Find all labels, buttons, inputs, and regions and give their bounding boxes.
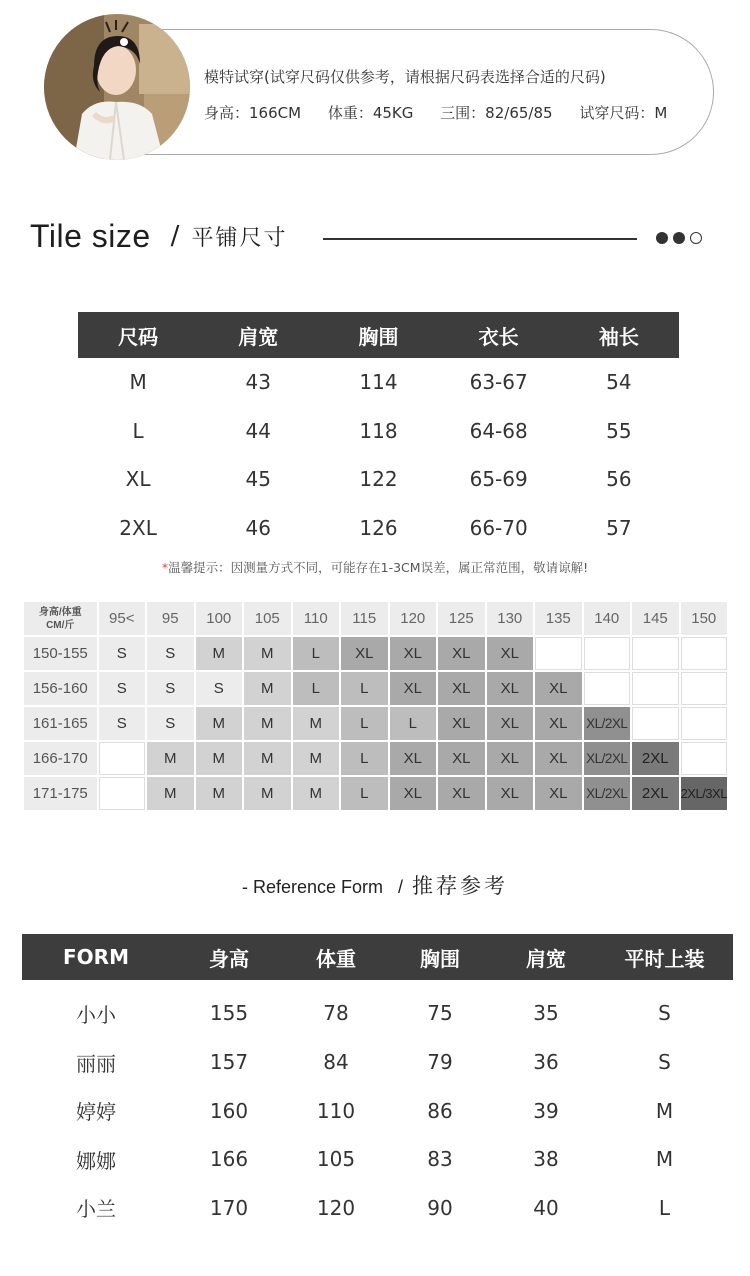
table-cell: 57 <box>606 515 632 540</box>
size-header-cell: 衣长 <box>439 312 559 358</box>
dot-filled <box>673 232 685 244</box>
fit-grid-cell: XL/2XL <box>584 742 631 775</box>
reference-header-cell: 体重 <box>288 934 384 980</box>
reference-header-cell: FORM <box>22 934 170 980</box>
model-avatar <box>44 14 190 160</box>
fit-grid-cell: XL <box>535 672 582 705</box>
fit-grid-cell: XL <box>487 707 534 740</box>
fit-grid-empty-cell <box>99 742 146 775</box>
table-cell: 170 <box>209 1195 249 1220</box>
table-cell: 55 <box>606 418 632 443</box>
model-info-pill <box>144 29 714 155</box>
weight-header-cell: 115 <box>341 602 388 635</box>
fit-grid-cell: L <box>341 672 388 705</box>
table-cell: 43 <box>245 370 271 395</box>
fit-grid-cell: S <box>147 672 194 705</box>
fit-grid-cell: XL <box>341 637 388 670</box>
fit-grid-cell: S <box>196 672 243 705</box>
table-cell: 78 <box>323 1001 349 1025</box>
reference-title-cn: 推荐参考 <box>412 874 509 898</box>
height-label-cell: 171-175 <box>24 777 97 810</box>
table-cell: 丽丽 <box>76 1051 116 1076</box>
table-row <box>78 407 679 456</box>
fit-grid-header-row <box>24 602 727 635</box>
reference-heading <box>0 870 750 900</box>
reference-header-cell: 平时上装 <box>596 934 733 980</box>
height-label-cell: 150-155 <box>24 637 97 670</box>
fit-grid-cell: XL <box>487 637 534 670</box>
weight-header-cell: 100 <box>196 602 243 635</box>
table-cell: 44 <box>245 418 271 443</box>
table-cell: 35 <box>533 1001 559 1025</box>
table-cell: 126 <box>359 515 398 540</box>
table-row <box>78 455 679 504</box>
fit-grid-cell: XL <box>487 672 534 705</box>
fit-grid-cell: XL/2XL <box>584 777 631 810</box>
fit-grid-empty-cell <box>584 637 631 670</box>
reference-table <box>22 934 733 1232</box>
table-cell: XL <box>125 467 151 492</box>
dot-hollow <box>690 232 702 244</box>
fit-grid-cell: XL <box>487 742 534 775</box>
table-cell: 38 <box>533 1147 559 1172</box>
table-row <box>22 1135 733 1184</box>
corner-label-line: 身高/体重 <box>38 606 82 618</box>
table-cell: 36 <box>533 1050 559 1075</box>
table-cell: 166 <box>209 1147 249 1172</box>
height-label-cell: 161-165 <box>24 707 97 740</box>
fit-grid-cell: 2XL <box>632 777 679 810</box>
fit-grid-row <box>24 777 727 810</box>
weight-header-cell: 135 <box>535 602 582 635</box>
fit-grid-empty-cell <box>632 707 679 740</box>
table-cell: 160 <box>209 1098 249 1123</box>
weight-header-cell: 95< <box>99 602 146 635</box>
table-cell: 39 <box>533 1098 559 1123</box>
fit-grid-empty-cell <box>632 637 679 670</box>
table-cell: 娜娜 <box>76 1148 116 1173</box>
fit-grid-empty-cell <box>681 742 728 775</box>
fit-grid-cell: S <box>147 707 194 740</box>
reference-title-slash: / <box>398 877 404 897</box>
fit-grid-cell: M <box>147 742 194 775</box>
pagination-dots <box>656 232 702 244</box>
table-cell: 40 <box>533 1195 559 1220</box>
fit-grid-cell: XL <box>438 707 485 740</box>
reference-table-header-row <box>22 934 733 980</box>
fit-grid-cell: L <box>293 672 340 705</box>
table-cell: 63-67 <box>469 370 528 395</box>
fit-grid-cell: M <box>244 742 291 775</box>
fit-grid-cell: M <box>293 777 340 810</box>
fit-grid-cell: L <box>293 637 340 670</box>
table-row <box>78 358 679 407</box>
table-cell: 56 <box>606 467 632 492</box>
table-cell: 小兰 <box>76 1197 116 1222</box>
weight-header-cell: 125 <box>438 602 485 635</box>
fit-grid-cell: XL <box>487 777 534 810</box>
fit-grid <box>22 600 729 812</box>
fit-grid-cell: M <box>196 777 243 810</box>
fit-grid-cell: XL <box>438 777 485 810</box>
table-row <box>22 1184 733 1233</box>
size-header-cell: 胸围 <box>318 312 438 358</box>
weight-header-cell: 150 <box>681 602 728 635</box>
measurement-tip <box>0 558 750 576</box>
weight-header-cell: 95 <box>147 602 194 635</box>
table-row <box>22 1038 733 1087</box>
fit-grid-cell: M <box>244 707 291 740</box>
dot-filled <box>656 232 668 244</box>
fit-grid-empty-cell <box>584 672 631 705</box>
fit-grid-cell: M <box>196 707 243 740</box>
fit-grid-corner-label <box>24 602 97 635</box>
fit-grid-row <box>24 637 727 670</box>
table-cell: 86 <box>427 1098 453 1123</box>
model-card <box>44 14 716 162</box>
table-cell: M <box>655 1098 674 1123</box>
fit-grid-cell: XL <box>390 742 437 775</box>
fit-grid-cell: XL/2XL <box>584 707 631 740</box>
table-cell: 122 <box>359 467 398 492</box>
weight-header-cell: 110 <box>293 602 340 635</box>
fit-grid-empty-cell <box>632 672 679 705</box>
fit-grid-cell: S <box>99 707 146 740</box>
fit-grid-empty-cell <box>99 777 146 810</box>
fit-grid-cell: XL <box>535 707 582 740</box>
table-row <box>78 504 679 553</box>
fit-grid-cell: XL <box>438 672 485 705</box>
table-cell: M <box>655 1147 674 1172</box>
weight-header-cell: 105 <box>244 602 291 635</box>
weight-header-cell: 130 <box>487 602 534 635</box>
table-cell: 84 <box>323 1050 349 1075</box>
table-cell: L <box>658 1195 671 1220</box>
fit-grid-cell: L <box>341 707 388 740</box>
fit-grid-cell: XL <box>438 742 485 775</box>
size-header-cell: 袖长 <box>559 312 679 358</box>
tile-size-heading <box>30 214 287 258</box>
fit-grid-cell: S <box>147 637 194 670</box>
weight-header-cell: 120 <box>390 602 437 635</box>
table-cell: 110 <box>316 1098 356 1123</box>
fit-grid-cell: M <box>196 742 243 775</box>
tip-star: * <box>161 560 169 575</box>
table-cell: 64-68 <box>469 418 528 443</box>
table-cell: 105 <box>316 1147 356 1172</box>
reference-header-cell: 身高 <box>170 934 288 980</box>
table-cell: 118 <box>359 418 398 443</box>
table-cell: 79 <box>427 1050 453 1075</box>
model-note: 模特试穿(试穿尺码仅供参考，请根据尺码表选择合适的尺码) <box>204 68 606 86</box>
table-cell: 155 <box>209 1001 249 1025</box>
fit-grid-cell: L <box>390 707 437 740</box>
table-row <box>22 1087 733 1136</box>
fit-grid-cell: M <box>244 672 291 705</box>
reference-header-cell: 肩宽 <box>496 934 596 980</box>
fit-grid-cell: XL <box>535 742 582 775</box>
model-photo-image <box>44 14 190 160</box>
table-cell: 157 <box>209 1050 249 1075</box>
fit-grid-cell: M <box>196 637 243 670</box>
fit-grid-cell: L <box>341 777 388 810</box>
table-cell: 90 <box>427 1195 453 1220</box>
model-height: 身高：166CM <box>204 104 302 122</box>
height-label-cell: 156-160 <box>24 672 97 705</box>
model-size: 试穿尺码：M <box>579 104 668 122</box>
table-cell: 45 <box>245 467 271 492</box>
tile-title-en: Tile size <box>30 217 151 254</box>
fit-grid-row <box>24 707 727 740</box>
fit-grid-cell: XL <box>535 777 582 810</box>
table-cell: 婷婷 <box>76 1100 116 1125</box>
table-row <box>22 980 733 1038</box>
fit-grid-cell: XL <box>390 637 437 670</box>
table-cell: M <box>129 370 147 395</box>
fit-grid-cell: XL <box>390 672 437 705</box>
height-label-cell: 166-170 <box>24 742 97 775</box>
fit-grid-row <box>24 672 727 705</box>
tile-title-slash: / <box>170 221 180 251</box>
size-header-cell: 尺码 <box>78 312 198 358</box>
weight-header-cell: 140 <box>584 602 631 635</box>
fit-grid-cell: M <box>244 637 291 670</box>
model-measurements: 三围：82/65/85 <box>440 104 553 122</box>
weight-header-cell: 145 <box>632 602 679 635</box>
fit-grid-cell: M <box>293 742 340 775</box>
size-header-cell: 肩宽 <box>198 312 318 358</box>
table-cell: S <box>658 1001 671 1025</box>
fit-grid-cell: L <box>341 742 388 775</box>
table-cell: 54 <box>606 370 632 395</box>
fit-grid-cell: XL <box>438 637 485 670</box>
table-cell: 2XL <box>119 515 157 540</box>
size-table <box>78 312 679 552</box>
tip-text: 温馨提示：因测量方式不同，可能存在1-3CM误差，属正常范围，敬请谅解! <box>168 560 589 575</box>
fit-grid-cell: S <box>99 672 146 705</box>
table-cell: 120 <box>316 1195 356 1220</box>
fit-grid-row <box>24 742 727 775</box>
fit-grid-cell: M <box>147 777 194 810</box>
fit-grid-cell: M <box>244 777 291 810</box>
corner-label-line: CM/斤 <box>46 619 75 631</box>
table-cell: 46 <box>245 515 271 540</box>
reference-title-en: - Reference Form <box>241 877 383 897</box>
table-cell: 小小 <box>76 1002 116 1027</box>
table-cell: 75 <box>427 1001 453 1025</box>
tile-title-cn: 平铺尺寸 <box>191 225 288 251</box>
table-cell: 114 <box>359 370 398 395</box>
fit-grid-cell: M <box>293 707 340 740</box>
fit-grid-empty-cell <box>535 637 582 670</box>
heading-divider-line <box>323 238 637 240</box>
reference-header-cell: 胸围 <box>384 934 496 980</box>
fit-grid-empty-cell <box>681 707 728 740</box>
table-cell: 65-69 <box>469 467 528 492</box>
size-table-header-row <box>78 312 679 358</box>
model-stats <box>204 102 667 123</box>
fit-grid-cell: 2XL/3XL <box>681 777 728 810</box>
fit-grid-empty-cell <box>681 672 728 705</box>
table-cell: 83 <box>427 1147 453 1172</box>
fit-grid-cell: 2XL <box>632 742 679 775</box>
table-cell: 66-70 <box>469 515 528 540</box>
model-weight: 体重：45KG <box>327 104 414 122</box>
fit-grid-cell: XL <box>390 777 437 810</box>
table-cell: L <box>132 418 144 443</box>
table-cell: S <box>658 1050 671 1075</box>
fit-grid-empty-cell <box>681 637 728 670</box>
fit-grid-cell: S <box>99 637 146 670</box>
